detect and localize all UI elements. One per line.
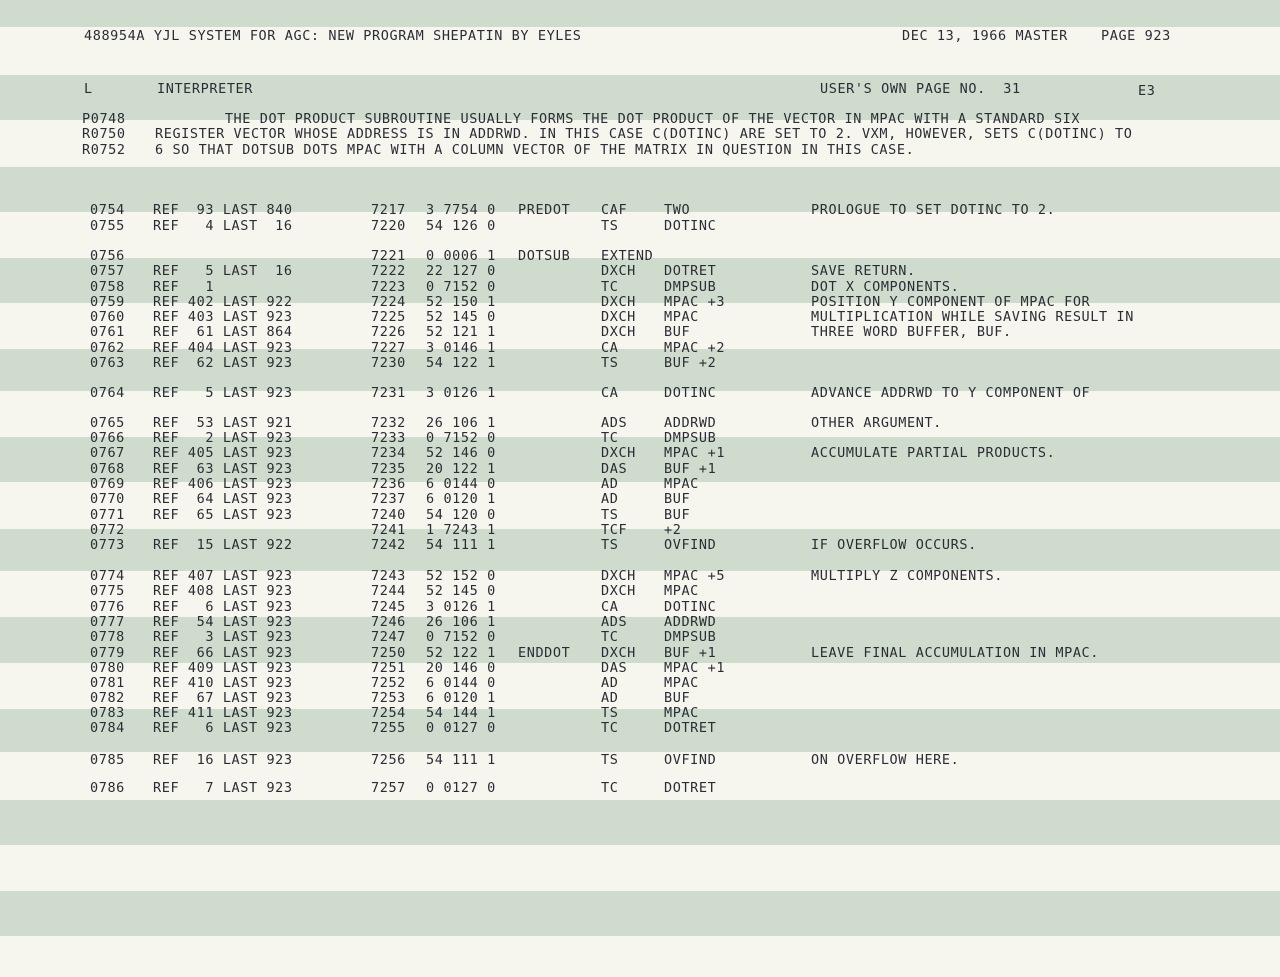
octal-word: 52 122 1	[426, 645, 496, 661]
ref-info: REF 65 LAST 923	[153, 507, 293, 523]
comment: IF OVERFLOW OCCURS.	[811, 537, 977, 553]
address: 7235	[371, 461, 406, 477]
line-number: 0777	[90, 614, 125, 630]
address: 7247	[371, 629, 406, 645]
remark-id: P0748	[82, 111, 126, 127]
line-number: 0756	[90, 248, 125, 264]
line-number: 0771	[90, 507, 125, 523]
operand: MPAC	[664, 476, 699, 492]
opcode: AD	[601, 690, 619, 706]
line-number: 0757	[90, 263, 125, 279]
operand: MPAC	[664, 583, 699, 599]
opcode: TS	[601, 507, 619, 523]
opcode: TC	[601, 279, 619, 295]
ref-info: REF 5 LAST 923	[153, 385, 293, 401]
opcode: TC	[601, 780, 619, 796]
ref-info: REF 61 LAST 864	[153, 324, 293, 340]
ref-info: REF 63 LAST 923	[153, 461, 293, 477]
operand: BUF	[664, 491, 691, 507]
ref-info: REF 16 LAST 923	[153, 752, 293, 768]
remark-text: REGISTER VECTOR WHOSE ADDRESS IS IN ADDRWD. IN THIS CASE C(DOTINC) ARE SET TO 2. VXM, HOWEVER, SETS C(DOTINC) TO	[155, 126, 1133, 142]
line-number: 0784	[90, 720, 125, 736]
ref-info: REF 54 LAST 923	[153, 614, 293, 630]
octal-word: 6 0120 1	[426, 690, 496, 706]
octal-word: 0 7152 0	[426, 279, 496, 295]
comment: PROLOGUE TO SET DOTINC TO 2.	[811, 202, 1056, 218]
address: 7220	[371, 218, 406, 234]
octal-word: 54 111 1	[426, 537, 496, 553]
line-number: 0761	[90, 324, 125, 340]
octal-word: 52 145 0	[426, 309, 496, 325]
operand: BUF	[664, 507, 691, 523]
octal-word: 0 0127 0	[426, 720, 496, 736]
octal-word: 54 144 1	[426, 705, 496, 721]
comment: DOT X COMPONENTS.	[811, 279, 960, 295]
operand: DMPSUB	[664, 279, 717, 295]
line-number: 0774	[90, 568, 125, 584]
ref-info: REF 53 LAST 921	[153, 415, 293, 431]
address: 7243	[371, 568, 406, 584]
line-number: 0779	[90, 645, 125, 661]
line-number: 0780	[90, 660, 125, 676]
line-number: 0776	[90, 599, 125, 615]
ref-info: REF 402 LAST 922	[153, 294, 293, 310]
comment: MULTIPLICATION WHILE SAVING RESULT IN	[811, 309, 1134, 325]
remark-text: 6 SO THAT DOTSUB DOTS MPAC WITH A COLUMN VECTOR OF THE MATRIX IN QUESTION IN THIS CASE.	[155, 142, 915, 158]
octal-word: 54 111 1	[426, 752, 496, 768]
address: 7217	[371, 202, 406, 218]
opcode: DXCH	[601, 263, 636, 279]
line-number: 0786	[90, 780, 125, 796]
address: 7253	[371, 690, 406, 706]
line-number: 0782	[90, 690, 125, 706]
operand: MPAC +1	[664, 445, 726, 461]
address: 7222	[371, 263, 406, 279]
remark-id: R0752	[82, 142, 126, 158]
opcode: TCF	[601, 522, 628, 538]
line-number: 0769	[90, 476, 125, 492]
address: 7233	[371, 430, 406, 446]
operand: DMPSUB	[664, 430, 717, 446]
octal-word: 26 106 1	[426, 415, 496, 431]
line-number: 0765	[90, 415, 125, 431]
octal-word: 22 127 0	[426, 263, 496, 279]
ref-info: REF 67 LAST 923	[153, 690, 293, 706]
address: 7257	[371, 780, 406, 796]
line-number: 0783	[90, 705, 125, 721]
opcode: DXCH	[601, 294, 636, 310]
opcode: DAS	[601, 461, 628, 477]
address: 7244	[371, 583, 406, 599]
comment: MULTIPLY Z COMPONENTS.	[811, 568, 1004, 584]
ref-info: REF 406 LAST 923	[153, 476, 293, 492]
octal-word: 52 150 1	[426, 294, 496, 310]
header-title: 488954A YJL SYSTEM FOR AGC: NEW PROGRAM SHEPATIN BY EYLES	[84, 28, 582, 44]
opcode: TC	[601, 430, 619, 446]
operand: MPAC	[664, 309, 699, 325]
opcode: AD	[601, 675, 619, 691]
opcode: AD	[601, 476, 619, 492]
operand: OVFIND	[664, 752, 717, 768]
opcode: TC	[601, 629, 619, 645]
line-number: 0785	[90, 752, 125, 768]
ref-info: REF 6 LAST 923	[153, 599, 293, 615]
line-number: 0764	[90, 385, 125, 401]
octal-word: 26 106 1	[426, 614, 496, 630]
header-page: PAGE 923	[1101, 28, 1171, 44]
operand: ADDRWD	[664, 415, 717, 431]
line-number: 0781	[90, 675, 125, 691]
ref-info: REF 1	[153, 279, 215, 295]
ref-info: REF 4 LAST 16	[153, 218, 293, 234]
address: 7242	[371, 537, 406, 553]
octal-word: 0 0127 0	[426, 780, 496, 796]
opcode: DXCH	[601, 583, 636, 599]
symbol-label: DOTSUB	[518, 248, 571, 264]
ref-info: REF 407 LAST 923	[153, 568, 293, 584]
opcode: CA	[601, 599, 619, 615]
remark-id: R0750	[82, 126, 126, 142]
operand: BUF	[664, 690, 691, 706]
address: 7254	[371, 705, 406, 721]
ref-info: REF 404 LAST 923	[153, 340, 293, 356]
ref-info: REF 7 LAST 923	[153, 780, 293, 796]
address: 7232	[371, 415, 406, 431]
octal-word: 54 120 0	[426, 507, 496, 523]
ref-info: REF 6 LAST 923	[153, 720, 293, 736]
octal-word: 0 7152 0	[426, 430, 496, 446]
opcode: DAS	[601, 660, 628, 676]
address: 7245	[371, 599, 406, 615]
address: 7240	[371, 507, 406, 523]
line-number: 0760	[90, 309, 125, 325]
octal-word: 6 0144 0	[426, 675, 496, 691]
address: 7255	[371, 720, 406, 736]
ref-info: REF 405 LAST 923	[153, 445, 293, 461]
section-marker: L	[84, 81, 93, 97]
operand: DOTINC	[664, 385, 717, 401]
opcode: DXCH	[601, 324, 636, 340]
address: 7226	[371, 324, 406, 340]
operand: DMPSUB	[664, 629, 717, 645]
operand: MPAC	[664, 675, 699, 691]
address: 7256	[371, 752, 406, 768]
opcode: ADS	[601, 614, 628, 630]
address: 7250	[371, 645, 406, 661]
operand: TWO	[664, 202, 691, 218]
opcode: CA	[601, 385, 619, 401]
address: 7230	[371, 355, 406, 371]
ref-info: REF 411 LAST 923	[153, 705, 293, 721]
operand: DOTRET	[664, 720, 717, 736]
opcode: TS	[601, 752, 619, 768]
line-number: 0766	[90, 430, 125, 446]
octal-word: 54 122 1	[426, 355, 496, 371]
octal-word: 52 121 1	[426, 324, 496, 340]
address: 7252	[371, 675, 406, 691]
address: 7236	[371, 476, 406, 492]
opcode: DXCH	[601, 309, 636, 325]
opcode: TS	[601, 705, 619, 721]
ref-info: REF 66 LAST 923	[153, 645, 293, 661]
octal-word: 0 7152 0	[426, 629, 496, 645]
line-number: 0770	[90, 491, 125, 507]
address: 7221	[371, 248, 406, 264]
comment: THREE WORD BUFFER, BUF.	[811, 324, 1012, 340]
opcode: AD	[601, 491, 619, 507]
operand: MPAC	[664, 705, 699, 721]
comment: OTHER ARGUMENT.	[811, 415, 942, 431]
octal-word: 3 0146 1	[426, 340, 496, 356]
address: 7227	[371, 340, 406, 356]
operand: MPAC +5	[664, 568, 726, 584]
operand: BUF +1	[664, 461, 717, 477]
opcode: TC	[601, 720, 619, 736]
octal-word: 3 0126 1	[426, 385, 496, 401]
address: 7224	[371, 294, 406, 310]
line-number: 0755	[90, 218, 125, 234]
opcode: ADS	[601, 415, 628, 431]
opcode: CA	[601, 340, 619, 356]
address: 7231	[371, 385, 406, 401]
operand: DOTRET	[664, 263, 717, 279]
operand: BUF +1	[664, 645, 717, 661]
octal-word: 3 0126 1	[426, 599, 496, 615]
operand: DOTINC	[664, 599, 717, 615]
ref-info: REF 409 LAST 923	[153, 660, 293, 676]
line-number: 0768	[90, 461, 125, 477]
ref-info: REF 15 LAST 922	[153, 537, 293, 553]
address: 7225	[371, 309, 406, 325]
octal-word: 20 122 1	[426, 461, 496, 477]
address: 7241	[371, 522, 406, 538]
operand: OVFIND	[664, 537, 717, 553]
ref-info: REF 410 LAST 923	[153, 675, 293, 691]
header-date: DEC 13, 1966 MASTER	[902, 28, 1068, 44]
line-number: 0762	[90, 340, 125, 356]
octal-word: 52 145 0	[426, 583, 496, 599]
opcode: TS	[601, 218, 619, 234]
opcode: DXCH	[601, 568, 636, 584]
line-number: 0775	[90, 583, 125, 599]
opcode: TS	[601, 355, 619, 371]
symbol-label: PREDOT	[518, 202, 571, 218]
octal-word: 6 0120 1	[426, 491, 496, 507]
operand: MPAC +3	[664, 294, 726, 310]
line-number: 0772	[90, 522, 125, 538]
line-number: 0758	[90, 279, 125, 295]
octal-word: 52 152 0	[426, 568, 496, 584]
comment: ADVANCE ADDRWD TO Y COMPONENT OF	[811, 385, 1091, 401]
opcode: EXTEND	[601, 248, 654, 264]
ref-info: REF 93 LAST 840	[153, 202, 293, 218]
operand: BUF +2	[664, 355, 717, 371]
ref-info: REF 403 LAST 923	[153, 309, 293, 325]
octal-word: 6 0144 0	[426, 476, 496, 492]
address: 7251	[371, 660, 406, 676]
comment: POSITION Y COMPONENT OF MPAC FOR	[811, 294, 1091, 310]
users-page-number: USER'S OWN PAGE NO. 31	[820, 81, 1021, 97]
address: 7246	[371, 614, 406, 630]
line-number: 0763	[90, 355, 125, 371]
ref-info: REF 2 LAST 923	[153, 430, 293, 446]
ref-info: REF 64 LAST 923	[153, 491, 293, 507]
opcode: CAF	[601, 202, 628, 218]
comment: ACCUMULATE PARTIAL PRODUCTS.	[811, 445, 1056, 461]
operand: +2	[664, 522, 682, 538]
line-number: 0773	[90, 537, 125, 553]
octal-word: 54 126 0	[426, 218, 496, 234]
octal-word: 52 146 0	[426, 445, 496, 461]
ref-info: REF 62 LAST 923	[153, 355, 293, 371]
address: 7237	[371, 491, 406, 507]
octal-word: 0 0006 1	[426, 248, 496, 264]
section-name: INTERPRETER	[157, 81, 254, 97]
symbol-label: ENDDOT	[518, 645, 571, 661]
comment: LEAVE FINAL ACCUMULATION IN MPAC.	[811, 645, 1100, 661]
operand: MPAC +1	[664, 660, 726, 676]
line-number: 0754	[90, 202, 125, 218]
section-code: E3	[1138, 83, 1156, 99]
opcode: DXCH	[601, 445, 636, 461]
opcode: DXCH	[601, 645, 636, 661]
octal-word: 1 7243 1	[426, 522, 496, 538]
octal-word: 3 7754 0	[426, 202, 496, 218]
octal-word: 20 146 0	[426, 660, 496, 676]
comment: SAVE RETURN.	[811, 263, 916, 279]
operand: ADDRWD	[664, 614, 717, 630]
comment: ON OVERFLOW HERE.	[811, 752, 960, 768]
ref-info: REF 408 LAST 923	[153, 583, 293, 599]
line-number: 0767	[90, 445, 125, 461]
opcode: TS	[601, 537, 619, 553]
address: 7223	[371, 279, 406, 295]
operand: DOTINC	[664, 218, 717, 234]
remark-text: THE DOT PRODUCT SUBROUTINE USUALLY FORMS THE DOT PRODUCT OF THE VECTOR IN MPAC WITH A STANDARD SIX	[155, 111, 1081, 127]
operand: DOTRET	[664, 780, 717, 796]
ref-info: REF 3 LAST 923	[153, 629, 293, 645]
address: 7234	[371, 445, 406, 461]
ref-info: REF 5 LAST 16	[153, 263, 293, 279]
line-number: 0759	[90, 294, 125, 310]
operand: BUF	[664, 324, 691, 340]
operand: MPAC +2	[664, 340, 726, 356]
line-number: 0778	[90, 629, 125, 645]
